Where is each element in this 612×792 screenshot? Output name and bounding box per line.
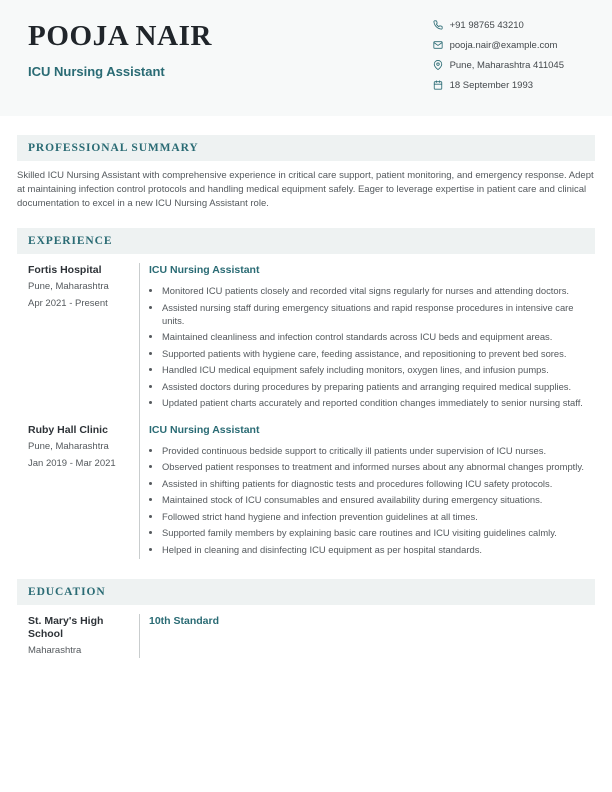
experience-bullet-list	[149, 444, 595, 556]
degree-title: 10th Standard	[149, 615, 220, 627]
location-icon	[433, 60, 443, 70]
experience-bullet: • Followed strict hand hygiene and infection prevention guidelines at all times.	[162, 510, 595, 523]
experience-entry-detail	[139, 423, 595, 560]
experience-bullet: • Maintained cleanliness and infection control standards across ICU beds and equipment areas.	[162, 330, 595, 343]
education-entry	[17, 614, 595, 658]
candidate-title: ICU Nursing Assistant	[28, 64, 165, 79]
contact-birthdate-text: 18 September 1993	[449, 79, 534, 91]
experience-entries	[17, 263, 595, 559]
resume-body	[0, 135, 612, 658]
experience-bullet-list	[149, 284, 595, 409]
experience-entry-detail	[139, 263, 595, 423]
experience-bullet: • Monitored ICU patients closely and recorded vital signs regularly for nurses and attending doctors.	[162, 284, 595, 297]
summary-section-banner	[17, 135, 595, 161]
contact-birthdate	[433, 75, 564, 95]
school-location: Maharashtra	[28, 645, 82, 656]
experience-bullet: • Assisted in shifting patients for diagnostic tests and procedures following ICU safety protocols.	[162, 477, 595, 490]
company-location: Pune, Maharashtra	[28, 440, 109, 452]
resume-header	[0, 0, 612, 116]
section-professional-summary	[17, 135, 595, 211]
experience-bullet: • Observed patient responses to treatment and informed nurses about any abnormal changes promptly.	[162, 460, 595, 473]
education-entry-meta	[17, 614, 139, 658]
education-entry-detail	[139, 614, 595, 658]
experience-entry	[17, 263, 595, 423]
phone-icon	[433, 20, 443, 30]
education-section-banner	[17, 579, 595, 605]
summary-section-heading: PROFESSIONAL SUMMARY	[28, 142, 199, 154]
employment-dates: Apr 2021 - Present	[28, 298, 108, 309]
company-name: Ruby Hall Clinic	[28, 423, 108, 436]
employment-dates: Jan 2019 - Mar 2021	[28, 457, 116, 469]
email-icon	[433, 40, 443, 50]
experience-bullet: • Provided continuous bedside support to critically ill patients under supervision of ICU nurses.	[162, 444, 595, 457]
experience-bullet: • Supported family members by explaining basic care routines and ICU visiting guidelines calmly.	[162, 526, 595, 539]
candidate-name: POOJA NAIR	[28, 20, 213, 52]
summary-text: Skilled ICU Nursing Assistant with comprehensive experience in critical care support, patient monitoring, and emergency response. Adept at maintaining infection control protocols and handling medical equipment safely. Eager to leverage expertise in patient care and clinical documentation to excel in a new ICU Nursing Assistant role.	[17, 170, 594, 209]
experience-entry	[17, 423, 595, 560]
experience-bullet: • Maintained stock of ICU consumables and ensured availability during emergency situations.	[162, 493, 595, 506]
section-education	[17, 579, 595, 658]
contact-location	[433, 55, 564, 75]
experience-bullet: • Assisted nursing staff during emergency situations and rapid response procedures in intensive care units.	[162, 301, 595, 327]
contact-email	[433, 35, 564, 55]
calendar-icon	[433, 80, 443, 90]
school-name: St. Mary's High School	[28, 615, 104, 640]
experience-section-banner	[17, 228, 595, 254]
education-entries	[17, 614, 595, 658]
contact-phone	[433, 15, 564, 35]
role-title: ICU Nursing Assistant	[149, 264, 260, 276]
experience-section-heading: EXPERIENCE	[28, 235, 113, 247]
company-name: Fortis Hospital	[28, 264, 102, 276]
experience-bullet: • Handled ICU medical equipment safely including monitors, oxygen lines, and infusion pumps.	[162, 363, 595, 376]
education-section-heading: EDUCATION	[28, 586, 106, 598]
contact-email-text: pooja.nair@example.com	[449, 39, 558, 51]
experience-bullet: • Assisted doctors during procedures by preparing patients and arranging required medical supplies.	[162, 380, 595, 393]
experience-entry-meta	[17, 263, 139, 423]
experience-entry-meta	[17, 423, 139, 560]
experience-bullet: • Updated patient charts accurately and reported condition changes immediately to senior nursing staff.	[162, 396, 595, 409]
role-title: ICU Nursing Assistant	[149, 423, 260, 436]
contact-phone-text: +91 98765 43210	[449, 19, 524, 31]
identity-block	[0, 0, 212, 116]
contact-location-text: Pune, Maharashtra 411045	[449, 59, 564, 71]
company-location: Pune, Maharashtra	[28, 281, 109, 292]
experience-bullet: • Helped in cleaning and disinfecting ICU equipment as per hospital standards.	[162, 543, 595, 556]
section-experience	[17, 228, 595, 559]
experience-bullet: • Supported patients with hygiene care, feeding assistance, and repositioning to prevent bed sores.	[162, 347, 595, 360]
contact-list	[433, 15, 564, 116]
